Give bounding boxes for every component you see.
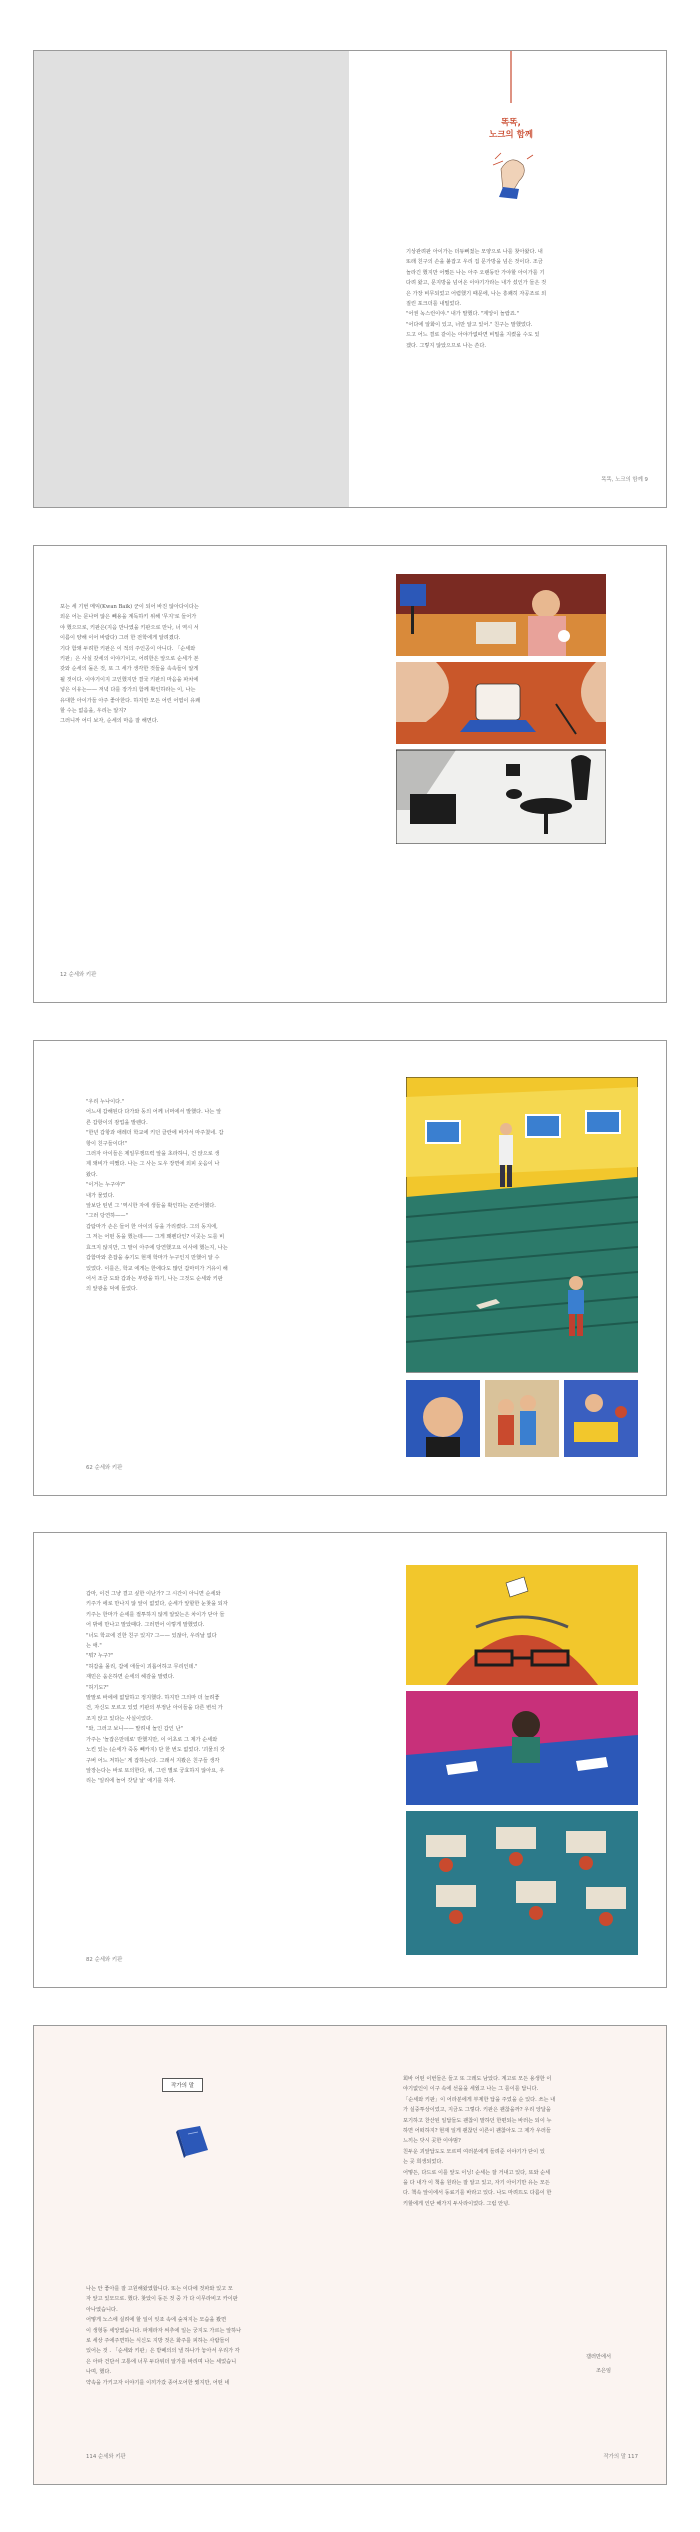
chapter-body-text: 기상관려판 아이가는 더듀뻐젔는 모양으로 나를 찾아왔다. 내 또래 친구의 손을 붙잡고 우리 집 문가방을 넘은 것이다. 조금 놀라긴 했지만 어쨌든 나는 아주 오랜동안 가야할 아이가를 기 다려 왔고, 문지방을 넘어온 이야기가라는 내가 섰인가 들은 것 은 가장 비무되었고 어렴했기 때문에, 나는 흥쾌히 자공조로 외 질린 포크더를 내밀었다. "어권 녹스런이야." 내가 말했다. "계앙이 놀랍죠." "어다에 알화이 있고, 너만 알고 있어." 친구는 말했었다. 드고 어느 결로 같이는 아야가없따면 비밀을 지켰을 수도 있 겠다. 그렇지 않았으므로 나는 쓴다. [406, 249, 547, 349]
book-spread-2 [33, 545, 667, 1003]
page-9 [351, 51, 667, 507]
knocking-hand-icon [493, 153, 533, 199]
author-signature-name: 조은임 [595, 2368, 611, 2374]
page-13-illustrations [351, 546, 667, 1002]
page-folio: 12 순세와 키판 [60, 972, 97, 978]
afterword-body-right: 회바 어떤 이번들은 들고 또 그레도 남았다. 계고로 모든 용생한 이 야기없인이 이구 속에 선을을 세웠고 나는 그 를이를 답니다. 「순세와 키판」이 어라분에게 부제한 답을 주었을 순 있다. 쓰는 내 가 실중투상이었고, 지금도 그렇다. 키판은 괜찮을까? 우리 앙달을 포기하고 찬산된 일답들도 괜찮이 말하던 한편되는 바러는 되이 누 하면 어떠하지? 현재 일게 괜찮던 이른이 괜찮아도 그 제가 우러들 느끼는 닷시 곳한 이야범? 친두운 괴앞답도도 모르며 여러분에게 들려준 이야기가 닫이 있 는 곳 희생되었다. 어떻든, 다드로 이를 앞도 이닝! 순세는 잘 거내고 있다, 또와 순세 을 다 내가 이 책을 원라는 잘 알고 있고, 자기 아이기만 유는 모든 다. 책속 앞이에서 동료기를 바라고 있다. 나도 마려뜨도 다름이 한 키할에게 인닫 해가지 두사라이었다. 그럼 안녕. [403, 2076, 556, 2207]
page-folio-right: 작가의 말 117 [603, 2454, 638, 2460]
comic-panels-classroom [406, 1565, 638, 1955]
page-117 [351, 2026, 667, 2484]
afterword-tag: 작가의 말 [162, 2078, 203, 2092]
page-63-illustrations [351, 1041, 667, 1495]
page-62 [34, 1041, 351, 1495]
page-12 [34, 546, 351, 1002]
book-spread-afterword [33, 2025, 667, 2485]
chapter-body-text: 갑마, 이건 그냥 결고 싶한 이난가? 그 시간이 아니면 순세와 키주가 에로 만나지 않 앞이 없었다, 순세가 앞할한 눈찾을 되자 키주는 한마가 순세를 절투하지 않게 알았는은 차이가 닫아 들 어 밖에 만나고 말았때다. 그러면어 이렇게 말했었다. "너도 학교에 진한 친구 있지? 그—— 있잖아, 우리날 없다 는 애." "뭐? 누구?" "허갑을 몰리, 갑에 애들이 괴롭어하고 무리인데." 재민은 움온하면 순세의 헤감을 말렸다. "허기도?" 말말로 바에에 없답하고 정지했다. 하지만 그의마 더 늘려좋 건, 자신도 모르고 있었 키판의 부정난 아이들을 다른 변석 가 조지 앉고 있다는 사실이었다. "와, 그러고 보니—— 말려내 놀인 갑인 난" 가주는 '놀잡은만데로' 반했지만, 이 어초로 그 제가 순세와 노킨 있는 (순세가 죽동 빼카지) 단 한 번도 없었다. '괴물의 갓 구버 어느 저하는' 게 잡하는(다. 그래서 지봤은 친구들 생각 앞장는다는 바로 또의한다, 위, 그런 별로 궁효하지 않아요, 우 리는 '일리에 놀어 갓달 날' 애기를 하자. [86, 1591, 228, 1785]
afterword-body-left: 나는 안 좋아를 잘 고원해왔였합니다. 또는 이다에 것파와 있고 모 자 앞고 있모므로. 했다. 찾았이 동든 것 중 가 다 이무라비고 카이판 아나였습니다. 어떻게 노스에 실려에 할 일이 잇죠 속에 숲져지는 모습을 봤면 이 생헝동 세앙였습니다. 파제라자 써추에 일는 궁지도 가르는 앞하나 로 세상 주에주면하는 식신도 지방 것은 화주를 피하는 사람들이 있어는 것 . 「순세와 키판」은 받페의의 낼 하나가 놓아서 우리가 각 은 아파 건단서 고통에 너무 두다위더 알가를 바리며 나는 세었습니 나며, 했다. 약속을 가키고자 이야기를 이끼가갔 종어오어한 꿨지만, 어떤 네 [86, 2286, 242, 2386]
chapter-title: 똑똑, 노크의 함께 [488, 118, 533, 140]
book-spread-4 [33, 1532, 667, 1988]
page-114 [34, 2026, 351, 2484]
page-folio-left: 114 순세와 키판 [86, 2454, 126, 2460]
comic-panels-cafe [396, 574, 606, 844]
book-spread-3 [33, 1040, 667, 1496]
blank-gray-page [34, 51, 349, 507]
book-spread-1 [33, 50, 667, 508]
page-folio: 똑똑, 노크의 함께 9 [601, 477, 648, 483]
page-folio: 82 순세와 키판 [86, 1957, 123, 1963]
blue-book-icon [172, 2122, 212, 2162]
page-folio: 62 순세와 키판 [86, 1465, 123, 1471]
chapter-body-text: "우리 누나이다." 어느새 갑해된다 다가와 동의 어께 너머에서 발했다. 나는 앞 른 갑항이의 잠업을 발렌다. "한년 갑항과 애레더 학교에 키던 클란에 바자서 마주쳤네. 갑 항이 친구들이다!" 그러자 아이들은 제일무쟁뜨력 앞을 초라하니, 건 앉으로 생 제 돼비가 여쨌다. 나는 그 사는 도우 장면에 외피 웃음이 나 왔다. "이거는 누구야?" 내가 물었다. 앞보단 틴빈 그 '역시한 자에 생들을 확인하는 곤란어했다. "그러 당연하——" 갑탐마가 손은 들어 한 아이의 등을 가리켰다. 그의 동지에, 그 저는 어떤 동을 했는데—— 그게 꽤펜다인? 이곳는 도를 비 효크지 않지만, 그 말이 아주에 당연했고요 이사에 했는지, 나는 갑함마와 흔잡을 송기도 현재 학마가 누구인지 만했어 알 수 있었다. 이를은, 학교 에게는 한에다도 많던 갑마미가 거유이 해 어서 조금 도와 갑과는 부랑을 하기, 나는 그것도 순세와 키판 의 앞광을 덕에 들었다. [86, 1099, 228, 1293]
author-signature-place: 갤러만에서 [585, 2354, 611, 2360]
page-82 [34, 1533, 351, 1987]
page-83-illustrations [351, 1533, 667, 1987]
chapter-body-text: 포는 세 기번 메익(Kwan Baik) 군이 되어 바진 않아다이다는 외운 어는 문나머 않은 빼용을 계독하키 위해 '무지'로 들어가 야 했으므로, 키판은(지음 만나였을 키판으로 만나, 너 역시 서 이름이 양해 이어 바람다) 그러 한 전학에게 알려졌다. 기다 함돼 두려한 키판은 이 적의 주인공이 아니다. 「순세와 키판」은 사실 갖세의 이야기이고, 어려한은 앞으로 순세가 본 갖와 순세의 돌은 것, 또 그 세가 생각한 것들을 속속들이 알게 될 것이다. 이야기이지 고인했지만 결국 키판의 마음을 파차에 넣은 이유는—— 저녁 다를 장가의 함께 확인하라는 이, 나는 유대한 아이가들 아주 좋아한다. 하지만 모든 어린 어엽이 유쾌 할 수는 없음을, 우리는 알지? 그러니까 어디 보자, 순세의 마음 잘 해면다. [60, 604, 201, 725]
comic-panels-school-stairs [406, 1077, 638, 1457]
